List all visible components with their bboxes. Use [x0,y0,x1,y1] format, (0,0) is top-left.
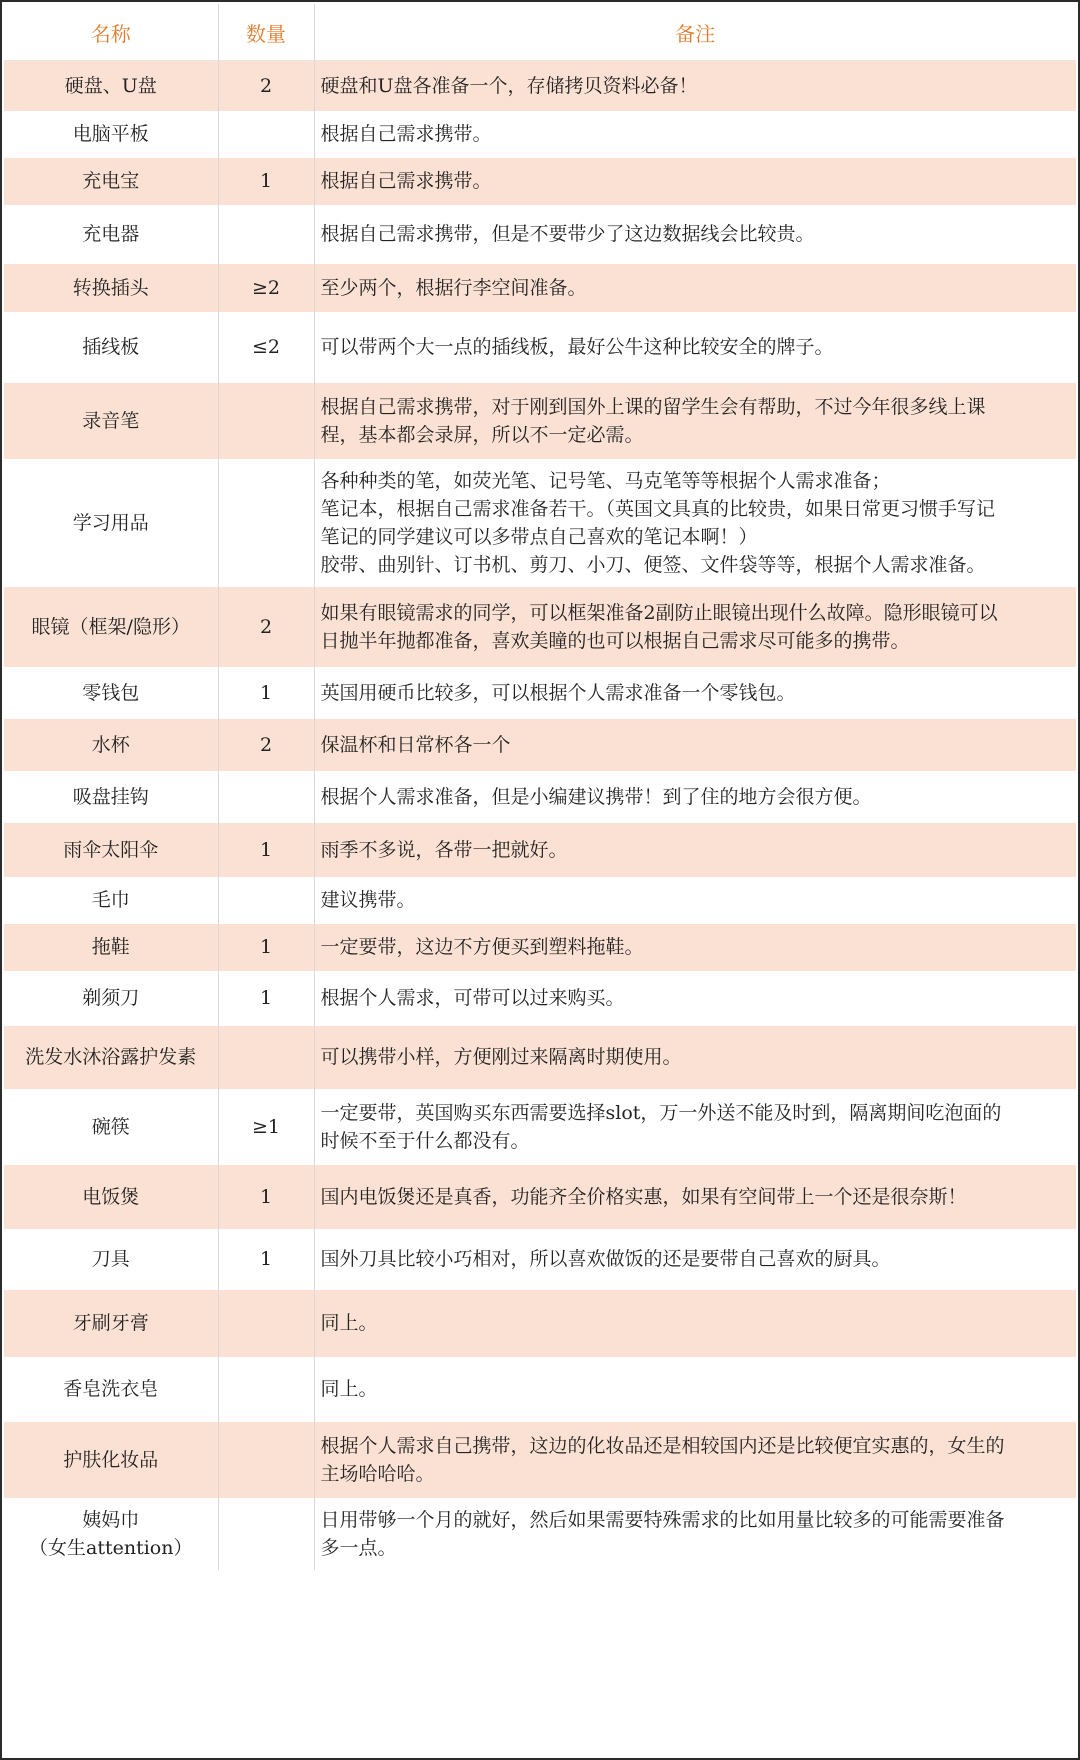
item-quantity: ≤2 [218,312,314,383]
item-name-cell [4,264,218,312]
item-quantity [218,1290,314,1357]
item-name-cell [4,158,218,205]
item-name: 充电宝 [82,170,140,192]
item-quantity: 1 [218,1229,314,1290]
item-name: 刀具 [91,1248,130,1270]
item-note-line: 根据个人需求准备，但是小编建议携带！到了住的地方会很方便。 [320,785,872,808]
table-body [4,61,1076,1570]
item-note-cell [314,1422,1076,1498]
item-name: 牙刷牙膏 [72,1312,149,1334]
item-note-line: 根据个人需求自己携带，这边的化妆品还是相较国内还是比较便宜实惠的，女生的 [320,1434,1005,1457]
item-quantity: 1 [218,971,314,1026]
item-note-line: 英国用硬币比较多，可以根据个人需求准备一个零钱包。 [320,681,796,704]
item-quantity: 2 [218,587,314,667]
item-note-cell [314,667,1076,719]
item-name: （女生attention） [29,1536,193,1559]
item-quantity [218,1498,314,1570]
item-note-line: 国外刀具比较小巧相对，所以喜欢做饭的还是要带自己喜欢的厨具。 [320,1248,891,1270]
item-name-cell [4,1089,218,1165]
item-name-cell [4,823,218,877]
item-name: 碗筷 [91,1115,130,1138]
item-note-line: 根据个人需求，可带可以过来购买。 [320,987,625,1009]
item-note-cell [314,312,1076,383]
item-note-line: 同上。 [320,1378,378,1400]
item-note-cell [314,1229,1076,1290]
item-note-cell [314,587,1076,667]
item-note-cell [314,1357,1076,1422]
header-note: 备注 [314,4,1076,61]
item-quantity: 2 [218,719,314,771]
item-quantity [218,205,314,264]
item-quantity [218,877,314,924]
table-row [4,1229,1076,1290]
item-note-cell [314,1498,1076,1570]
item-name: 水杯 [91,733,130,756]
item-name: 转换插头 [72,276,149,299]
item-name-cell [4,312,218,383]
table-row [4,1089,1076,1165]
packing-list-table [4,4,1076,1570]
item-note-cell [314,877,1076,924]
item-note-cell [314,1290,1076,1357]
table-row [4,771,1076,823]
item-note-line: 笔记的同学建议可以多带点自己喜欢的笔记本啊！） [320,525,758,548]
item-name-cell [4,61,218,111]
item-name: 零钱包 [82,681,140,704]
item-quantity: 1 [218,667,314,719]
item-name-cell [4,877,218,924]
item-note-cell [314,924,1076,971]
item-name: 姨妈巾 [82,1508,140,1531]
table-row [4,971,1076,1026]
item-name: 毛巾 [91,889,130,911]
item-note-line: 程，基本都会录屏，所以不一定必需。 [320,423,644,446]
item-name-cell [4,1357,218,1422]
table-header-row [4,4,1076,61]
item-name-cell [4,205,218,264]
item-name-cell [4,771,218,823]
table-row [4,823,1076,877]
item-name: 香皂洗衣皂 [63,1378,159,1400]
table-row [4,1498,1076,1570]
item-quantity: ≥1 [218,1089,314,1165]
item-note-cell [314,111,1076,158]
table-row [4,587,1076,667]
table-row [4,667,1076,719]
item-quantity [218,383,314,459]
item-name-cell [4,719,218,771]
item-note-cell [314,158,1076,205]
item-note-line: 各种种类的笔，如荧光笔、记号笔、马克笔等等根据个人需求准备； [320,469,891,492]
item-note-line: 日用带够一个月的就好，然后如果需要特殊需求的比如用量比较多的可能需要准备 [320,1508,1005,1531]
item-name: 拖鞋 [91,936,130,958]
table-row [4,924,1076,971]
header-quantity: 数量 [218,4,314,61]
item-note-cell [314,719,1076,771]
item-name-cell [4,1290,218,1357]
item-note-line: 保温杯和日常杯各一个 [320,733,511,756]
item-note-line: 根据自己需求携带。 [320,123,492,145]
item-note-cell [314,1089,1076,1165]
item-note-cell [314,771,1076,823]
item-name-cell [4,1229,218,1290]
item-note-line: 建议携带。 [320,889,416,911]
item-note-line: 胶带、曲别针、订书机、剪刀、小刀、便签、文件袋等等，根据个人需求准备。 [320,553,986,576]
item-quantity [218,111,314,158]
item-note-line: 至少两个，根据行李空间准备。 [320,276,587,299]
item-note-line: 一定要带，英国购买东西需要选择slot，万一外送不能及时到，隔离期间吃泡面的 [320,1101,1002,1124]
item-name: 眼镜（框架/隐形） [31,615,190,638]
item-note-line: 如果有眼镜需求的同学，可以框架准备2副防止眼镜出现什么故障。隐形眼镜可以 [320,601,998,624]
table-row [4,383,1076,459]
table-row [4,719,1076,771]
table-row [4,205,1076,264]
item-name-cell [4,111,218,158]
item-name: 插线板 [82,336,140,358]
item-name-cell [4,1026,218,1089]
item-quantity [218,1357,314,1422]
item-quantity: ≥2 [218,264,314,312]
item-quantity [218,459,314,587]
item-name-cell [4,667,218,719]
item-note-line: 可以携带小样，方便刚过来隔离时期使用。 [320,1046,682,1068]
table-row [4,459,1076,587]
item-name-cell [4,1498,218,1570]
item-note-line: 根据自己需求携带，对于刚到国外上课的留学生会有帮助，不过今年很多线上课 [320,395,986,418]
table-row [4,1165,1076,1229]
item-quantity: 1 [218,158,314,205]
item-note-line: 时候不至于什么都没有。 [320,1129,530,1152]
item-quantity [218,1422,314,1498]
item-note-line: 硬盘和U盘各准备一个，存储拷贝资料必备！ [320,74,698,97]
item-note-line: 国内电饭煲还是真香，功能齐全价格实惠，如果有空间带上一个还是很奈斯！ [320,1185,967,1208]
item-note-cell [314,1165,1076,1229]
item-name-cell [4,924,218,971]
item-note-line: 一定要带，这边不方便买到塑料拖鞋。 [320,936,644,958]
item-quantity: 1 [218,924,314,971]
item-name: 洗发水沐浴露护发素 [25,1046,197,1068]
item-name: 吸盘挂钩 [72,785,149,808]
item-quantity: 1 [218,1165,314,1229]
item-quantity [218,771,314,823]
table-row [4,312,1076,383]
table-row [4,111,1076,158]
item-name: 剃须刀 [82,987,140,1009]
item-name: 电脑平板 [72,123,149,145]
item-note-cell [314,971,1076,1026]
item-note-cell [314,459,1076,587]
table-row [4,61,1076,111]
item-note-line: 同上。 [320,1312,378,1334]
item-name-cell [4,1165,218,1229]
table-row [4,877,1076,924]
item-note-line: 日抛半年抛都准备，喜欢美瞳的也可以根据自己需求尽可能多的携带。 [320,629,910,652]
item-name: 学习用品 [72,511,149,534]
table-row [4,1357,1076,1422]
table-row [4,1026,1076,1089]
item-name-cell [4,971,218,1026]
item-note-cell [314,61,1076,111]
item-note-cell [314,823,1076,877]
item-name: 硬盘、U盘 [64,74,157,97]
item-note-line: 主场哈哈哈。 [320,1462,435,1485]
item-note-line: 笔记本，根据自己需求准备若干。（英国文具真的比较贵，如果日常更习惯手写记 [320,497,996,520]
item-note-line: 雨季不多说，各带一把就好。 [320,838,568,861]
item-note-line: 多一点。 [320,1536,397,1559]
item-note-cell [314,1026,1076,1089]
item-name-cell [4,587,218,667]
item-name-cell [4,459,218,587]
item-name: 雨伞太阳伞 [63,838,159,861]
item-note-line: 根据自己需求携带，但是不要带少了这边数据线会比较贵。 [320,223,815,245]
item-note-cell [314,205,1076,264]
item-name-cell [4,1422,218,1498]
item-quantity: 2 [218,61,314,111]
table-row [4,264,1076,312]
item-name-cell [4,383,218,459]
item-note-cell [314,264,1076,312]
item-name: 录音笔 [82,409,140,432]
item-name: 电饭煲 [82,1185,140,1208]
header-name: 名称 [4,4,218,61]
item-quantity [218,1026,314,1089]
table-row [4,158,1076,205]
item-name: 充电器 [82,223,140,245]
item-name: 护肤化妆品 [63,1448,159,1471]
item-quantity: 1 [218,823,314,877]
table-row [4,1422,1076,1498]
table-row [4,1290,1076,1357]
item-note-line: 可以带两个大一点的插线板，最好公牛这种比较安全的牌子。 [320,336,834,358]
item-note-cell [314,383,1076,459]
item-note-line: 根据自己需求携带。 [320,170,492,192]
